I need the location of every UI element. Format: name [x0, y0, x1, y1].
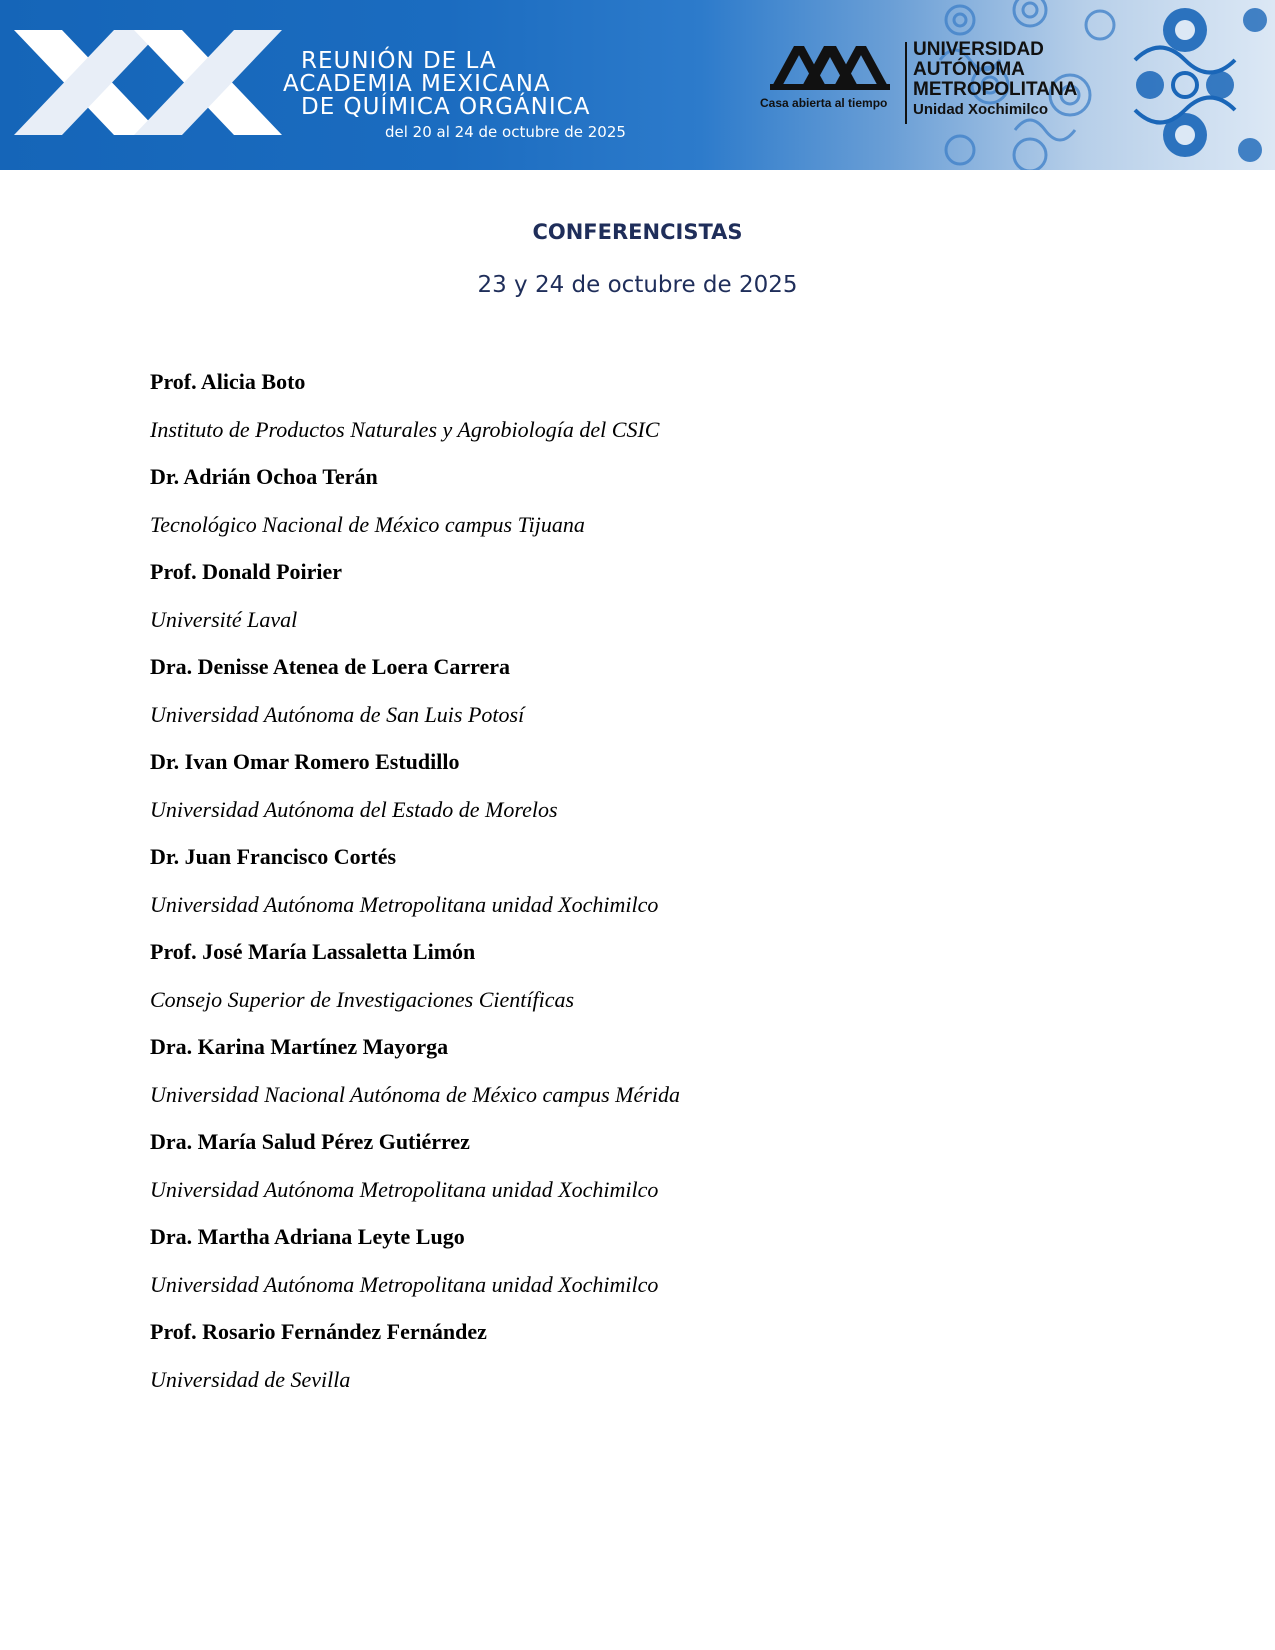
uam-name-line-2: AUTÓNOMA — [913, 59, 1025, 80]
speaker-institution: Universidad Autónoma de San Luis Potosí — [150, 702, 525, 727]
speaker-entry — [150, 1223, 680, 1318]
page-subtitle-date: 23 y 24 de octubre de 2025 — [477, 272, 798, 298]
speaker-name: Dr. Ivan Omar Romero Estudillo — [150, 749, 460, 774]
speaker-institution: Consejo Superior de Investigaciones Científicas — [150, 987, 575, 1012]
speaker-name: Prof. Rosario Fernández Fernández — [150, 1319, 487, 1344]
speaker-entry — [150, 843, 680, 938]
speaker-name: Dra. Denisse Atenea de Loera Carrera — [150, 654, 511, 679]
speaker-name: Prof. José María Lassaletta Limón — [150, 939, 476, 964]
speaker-institution: Universidad Autónoma Metropolitana unidad Xochimilco — [150, 1177, 659, 1202]
speaker-institution: Universidad Autónoma Metropolitana unidad Xochimilco — [150, 892, 659, 917]
event-title-line-2: ACADEMIA MEXICANA — [283, 71, 551, 97]
speaker-name: Dra. Martha Adriana Leyte Lugo — [150, 1224, 465, 1249]
speaker-entry — [150, 558, 680, 653]
speaker-name: Dr. Juan Francisco Cortés — [150, 844, 397, 869]
page-title: CONFERENCISTAS — [532, 220, 743, 244]
speaker-entry — [150, 1033, 680, 1128]
speaker-entry — [150, 938, 680, 1033]
event-title — [283, 50, 643, 119]
speaker-entry — [150, 1318, 680, 1413]
speaker-institution: Université Laval — [150, 607, 298, 632]
speaker-name: Prof. Donald Poirier — [150, 559, 343, 584]
speaker-entry — [150, 653, 680, 748]
speaker-institution: Instituto de Productos Naturales y Agrobiología del CSIC — [150, 417, 660, 442]
event-title-line-1: REUNIÓN DE LA — [301, 48, 497, 74]
speaker-name: Dra. Karina Martínez Mayorga — [150, 1034, 449, 1059]
speaker-institution: Universidad Nacional Autónoma de México campus Mérida — [150, 1082, 680, 1107]
event-banner — [0, 0, 1275, 170]
xx-mark-logo — [14, 30, 284, 135]
speaker-name: Prof. Alicia Boto — [150, 369, 306, 394]
speaker-name: Dr. Adrián Ochoa Terán — [150, 464, 378, 489]
speaker-entry — [150, 368, 680, 463]
event-dates: del 20 al 24 de octubre de 2025 — [385, 123, 626, 141]
speaker-entry — [150, 748, 680, 843]
speaker-institution: Universidad Autónoma del Estado de Morelos — [150, 797, 558, 822]
speaker-institution: Universidad de Sevilla — [150, 1367, 351, 1392]
speaker-list — [150, 368, 680, 1413]
uam-divider — [905, 42, 907, 124]
event-title-line-3: DE QUÍMICA ORGÁNICA — [301, 94, 591, 120]
speaker-entry — [150, 1128, 680, 1223]
uam-name — [913, 40, 1077, 120]
speaker-name: Dra. María Salud Pérez Gutiérrez — [150, 1129, 470, 1154]
speaker-institution: Tecnológico Nacional de México campus Tijuana — [150, 512, 585, 537]
uam-logo-icon — [770, 44, 890, 92]
uam-name-line-3: METROPOLITANA — [913, 79, 1078, 100]
speaker-institution: Universidad Autónoma Metropolitana unidad Xochimilco — [150, 1272, 659, 1297]
uam-unit: Unidad Xochimilco — [913, 101, 1049, 118]
speaker-entry — [150, 463, 680, 558]
uam-name-line-1: UNIVERSIDAD — [913, 39, 1044, 60]
uam-tagline: Casa abierta al tiempo — [760, 96, 888, 110]
